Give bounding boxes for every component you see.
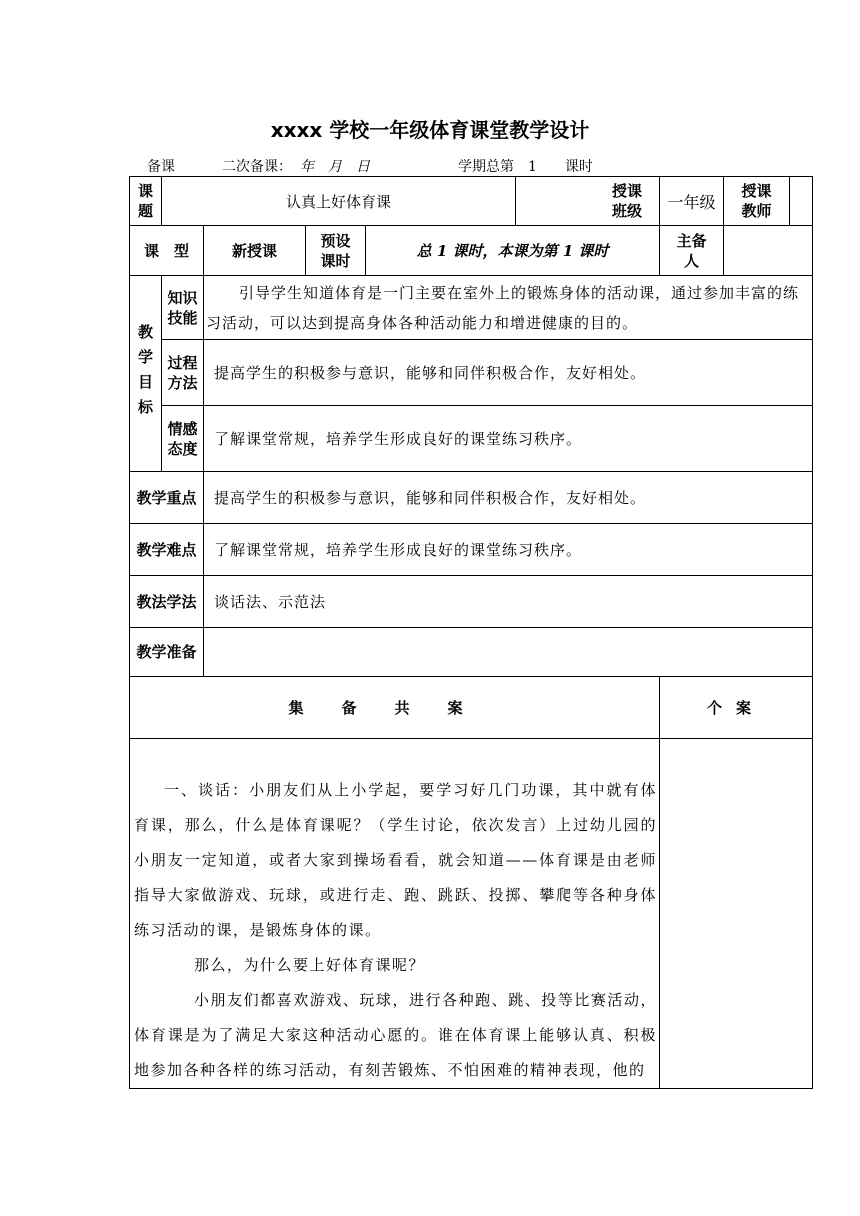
topic-label: 课题	[137, 182, 153, 220]
shared-plan-body	[130, 739, 660, 1089]
row-preparation	[130, 628, 813, 677]
objective-label-cell	[162, 406, 204, 472]
key-points-label: 教学重点	[130, 472, 204, 524]
preparation-label: 教学准备	[130, 628, 204, 677]
objective-label: 情感态度	[167, 419, 198, 458]
row-key-points	[130, 472, 813, 524]
prep-label: 备课	[147, 159, 175, 175]
row-topic	[130, 177, 813, 226]
row-type	[130, 226, 813, 276]
difficulties-label: 教学难点	[130, 524, 204, 576]
type-value: 新授课	[204, 226, 306, 276]
row-difficulties	[130, 524, 813, 576]
objective-label-cell	[162, 340, 204, 406]
hours-value: 总 1 课时，本课为第 1 课时	[366, 226, 660, 276]
shared-plan-heading: 集备共案	[130, 677, 660, 739]
class-label: 授课班级	[612, 182, 643, 220]
body-paragraph: 小朋友们都喜欢游戏、玩球，进行各种跑、跳、投等比赛活动，体育课是为了满足大家这种活动心愿的。谁在体育课上能够认真、积极地参加各种各样的练习活动，有刻苦锻炼、不怕困难的精神表现，他的	[134, 991, 658, 1079]
body-paragraph: 一、谈话：小朋友们从上小学起，要学习好几门功课，其中就有体育课，那么，什么是体育课呢？（学生讨论，依次发言）上过幼儿园的小朋友一定知道，或者大家到操场看看，就会知道——体育课是由老师指导大家做游戏、玩球，或进行走、跑、跳跃、投掷、攀爬等各种身体练习活动的课，是锻炼身体的课。	[134, 781, 658, 939]
objective-text: 引导学生知道体育是一门主要在室外上的锻炼身体的活动课，通过参加丰富的练习活动，可以达到提高身体各种活动能力和增进健康的目的。	[204, 276, 813, 340]
body-paragraph: 那么，为什么要上好体育课呢？	[194, 956, 426, 974]
topic-label-cell	[130, 177, 162, 226]
teacher-label: 授课教师	[741, 182, 772, 220]
preparation-text	[204, 628, 813, 677]
methods-label: 教法学法	[130, 576, 204, 628]
objective-label: 知识技能	[167, 288, 198, 327]
individual-plan-body	[660, 739, 813, 1089]
teacher-value	[790, 177, 813, 226]
objective-label: 过程方法	[167, 353, 198, 392]
lesson-plan-table	[129, 176, 813, 1089]
objective-text: 了解课堂常规，培养学生形成良好的课堂练习秩序。	[204, 406, 813, 472]
lead-value	[724, 226, 813, 276]
key-points-text: 提高学生的积极参与意识，能够和同伴积极合作，友好相处。	[204, 472, 813, 524]
methods-text: 谈话法、示范法	[204, 576, 813, 628]
lead-label: 主备人	[676, 231, 707, 270]
term-total-label: 学期总第 1 课时	[458, 159, 593, 175]
date-field: 年 月 日	[300, 159, 370, 175]
row-body	[130, 739, 813, 1089]
document-title: xxxx 学校一年级体育课堂教学设计	[270, 118, 590, 142]
hours-label-cell	[306, 226, 366, 276]
objectives-label: 教学目标	[136, 323, 154, 424]
row-objective-process	[130, 340, 813, 406]
row-section-head	[130, 677, 813, 739]
row-objective-knowledge	[130, 276, 813, 340]
objective-text: 提高学生的积极参与意识，能够和同伴积极合作，友好相处。	[204, 340, 813, 406]
hours-label: 预设课时	[320, 231, 351, 270]
row-methods	[130, 576, 813, 628]
row-objective-emotion	[130, 406, 813, 472]
class-value: 一年级	[660, 177, 724, 226]
difficulties-text: 了解课堂常规，培养学生形成良好的课堂练习秩序。	[204, 524, 813, 576]
type-label: 课 型	[130, 226, 204, 276]
objectives-label-cell	[130, 276, 162, 472]
topic-value: 认真上好体育课	[162, 177, 516, 226]
lead-label-cell	[660, 226, 724, 276]
teacher-label-cell	[724, 177, 790, 226]
second-prep-label: 二次备课：	[222, 159, 292, 175]
class-label-cell	[516, 177, 660, 226]
objective-label-cell	[162, 276, 204, 340]
individual-plan-heading: 个案	[660, 677, 813, 739]
